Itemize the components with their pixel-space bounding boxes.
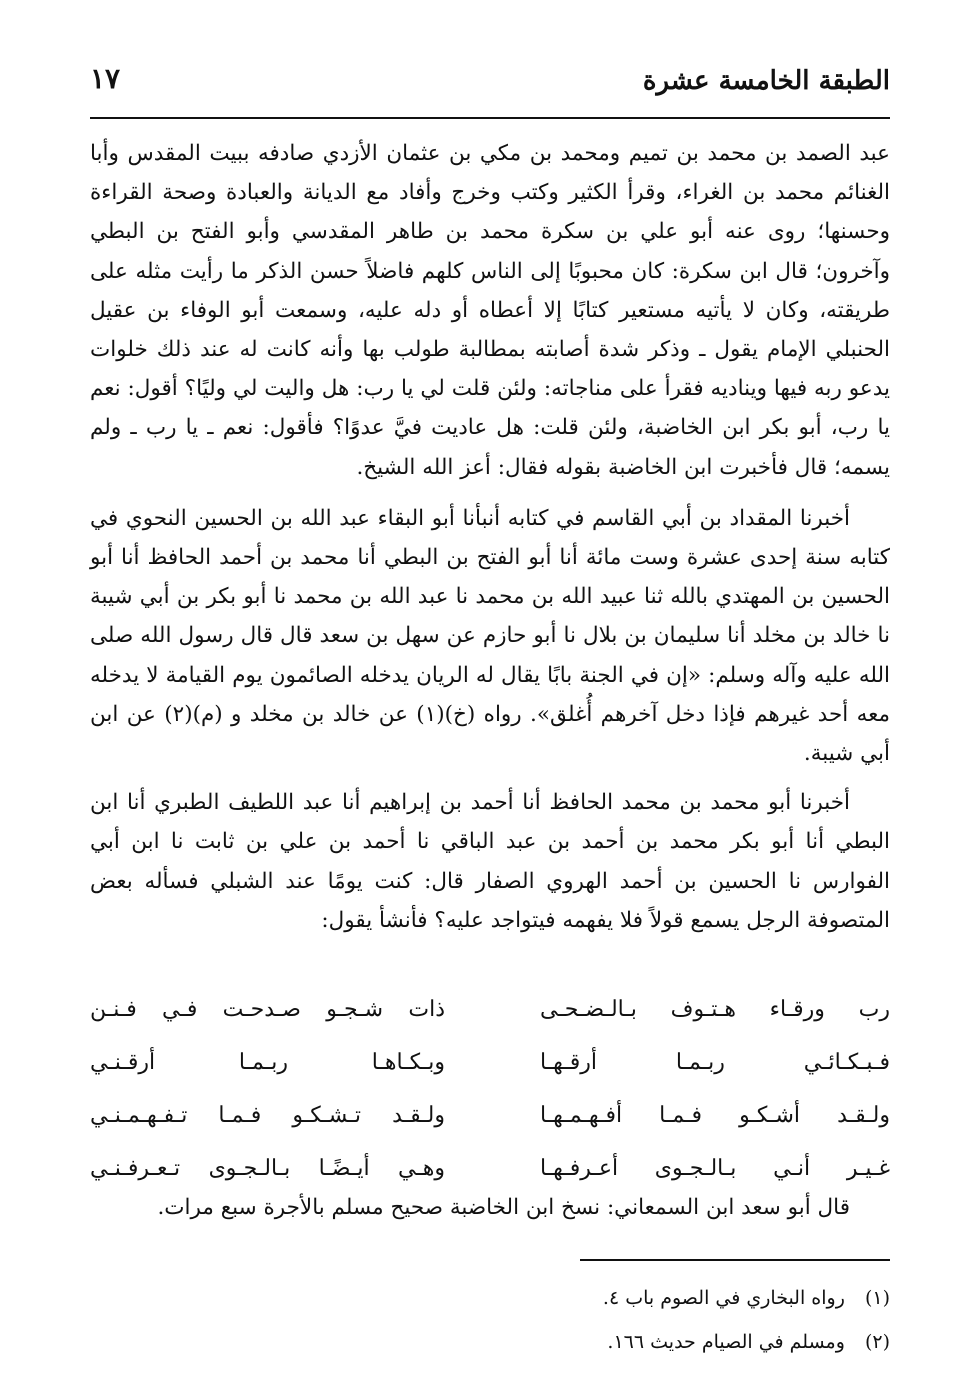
header-divider [90, 117, 890, 119]
poem-verse [90, 1038, 890, 1091]
verse-second-hemistich: وبـكـاهـا ربـمـا أرقـنـي [90, 1050, 445, 1075]
verse-first-hemistich: غـيـر أنـي بـالـجـوى أعـرفـهـا [540, 1156, 890, 1181]
footnotes [90, 1276, 890, 1364]
paragraph-1: عبد الصمد بن محمد بن تميم ومحمد بن مكي بن عثمان الأزدي صادفه ببيت المقدس وأبا الغنائم محمد بن الغراء، وقرأ الكثير وكتب وخرج وأفاد مع الديانة والعبادة وصحة القراءة وحسنها؛ روى عنه أبو علي بن سكرة محمد بن طاهر المقدسي وأبو الفتح بن البطي وآخرون؛ قال ابن سكرة: كان محبوبًا إلى الناس كلهم فاضلاً حسن الذكر ما رأيت مثله على طريقته، وكان لا يأتيه مستعير كتابًا إلا أعطاه أو دله عليه، وسمعت أبو الوفاء بن عقيل الحنبلي الإمام يقول ـ وذكر شدة أصابته بمطالبة طولب بها وأنه كانت له عند ذلك خلوات يدعو ربه فيها ويناديه فقرأ على مناجاته: ولئن قلت لي يا رب: هل واليت لي وليًا؟ أقول: نعم يا رب، أبو بكر ابن الخاضبة، ولئن قلت: هل عاديت فيَّ عدوًا؟ فأقول: نعم ـ يا رب ـ ولم يسمه؛ قال فأخبرت ابن الخاضبة بقوله فقال: أعز الله الشيخ. [90, 141, 890, 480]
closing-line: قال أبو سعد ابن السمعاني: نسخ ابن الخاضبة صحيح مسلم بالأجرة سبع مرات. [157, 1195, 850, 1220]
verse-second-hemistich: وهـي أيـضًـا بـالـجـوى تـعـرفـنـي [90, 1156, 445, 1181]
footnote-number: (١) [864, 1287, 890, 1309]
footnote-number: (٢) [864, 1331, 890, 1353]
paragraph-3: أخبرنا أبو محمد بن محمد الحافظ أنا أحمد بن إبراهيم أنا عبد اللطيف الطبري أنا ابن البطي أنا أبو بكر محمد بن أحمد بن عبد الباقي نا أحمد بن علي بن ثابت نا ابن أبي الفوارس نا الحسين بن أحمد الهروي الصفار قال: كنت يومًا عند الشبلي فسأله بعض المتصوفة الرجل يسمع قولاً فلا يفهمه فيتواجد عليه؟ فأنشأ يقول: [90, 790, 890, 933]
footnote-text: ومسلم في الصيام حديث ١٦٦. [607, 1331, 845, 1353]
verse-second-hemistich: ولـقـد تـشـكـو فـمـا تـفـهـمـنـي [90, 1103, 445, 1128]
page-number: ١٧ [90, 62, 121, 95]
footnote-text: رواه البخاري في الصوم باب ٤. [602, 1287, 845, 1309]
poem-verse [90, 985, 890, 1038]
running-title: الطبقة الخامسة عشرة [642, 66, 890, 96]
footnote-divider [580, 1259, 890, 1261]
verse-second-hemistich: ذات شـجـو صـدحـت فـي فـنـن [90, 997, 445, 1022]
footnote [90, 1320, 890, 1364]
page-header [90, 58, 890, 108]
poem-verse [90, 1091, 890, 1144]
verse-first-hemistich: رب ورقـاء هـتـوف بـالـضـحـى [540, 997, 890, 1022]
main-text [90, 134, 890, 940]
poem [90, 985, 890, 1197]
verse-first-hemistich: فـبـكـائـي ربـمـا أرقـهـا [540, 1050, 890, 1075]
footnote [90, 1276, 890, 1320]
verse-first-hemistich: ولـقـد أشـكـو فـمـا أفـهـمـهـا [540, 1103, 890, 1128]
paragraph-2: أخبرنا المقداد بن أبي القاسم في كتابه أنبأنا أبو البقاء عبد الله بن الحسين النحوي في كتابه سنة إحدى عشرة وست مائة أنا أبو الفتح بن البطي أنا محمد بن أحمد الحافظ أنا أبو الحسين بن المهتدي بالله ثنا عبيد الله بن محمد نا عبد الله بن محمد نا أبو بكر بن أبي شيبة نا خالد بن مخلد أنا سليمان بن بلال نا أبو حازم عن سهل بن سعد قال قال رسول الله صلى الله عليه وآله وسلم: «إن في الجنة بابًا يقال له الريان يدخله الصائمون يوم القيامة لا يدخله معه أحد غيرهم فإذا دخل آخرهم أُغلق». رواه (خ)(١) عن خالد بن مخلد و (م)(٢) عن ابن أبي شيبة. [90, 505, 891, 767]
